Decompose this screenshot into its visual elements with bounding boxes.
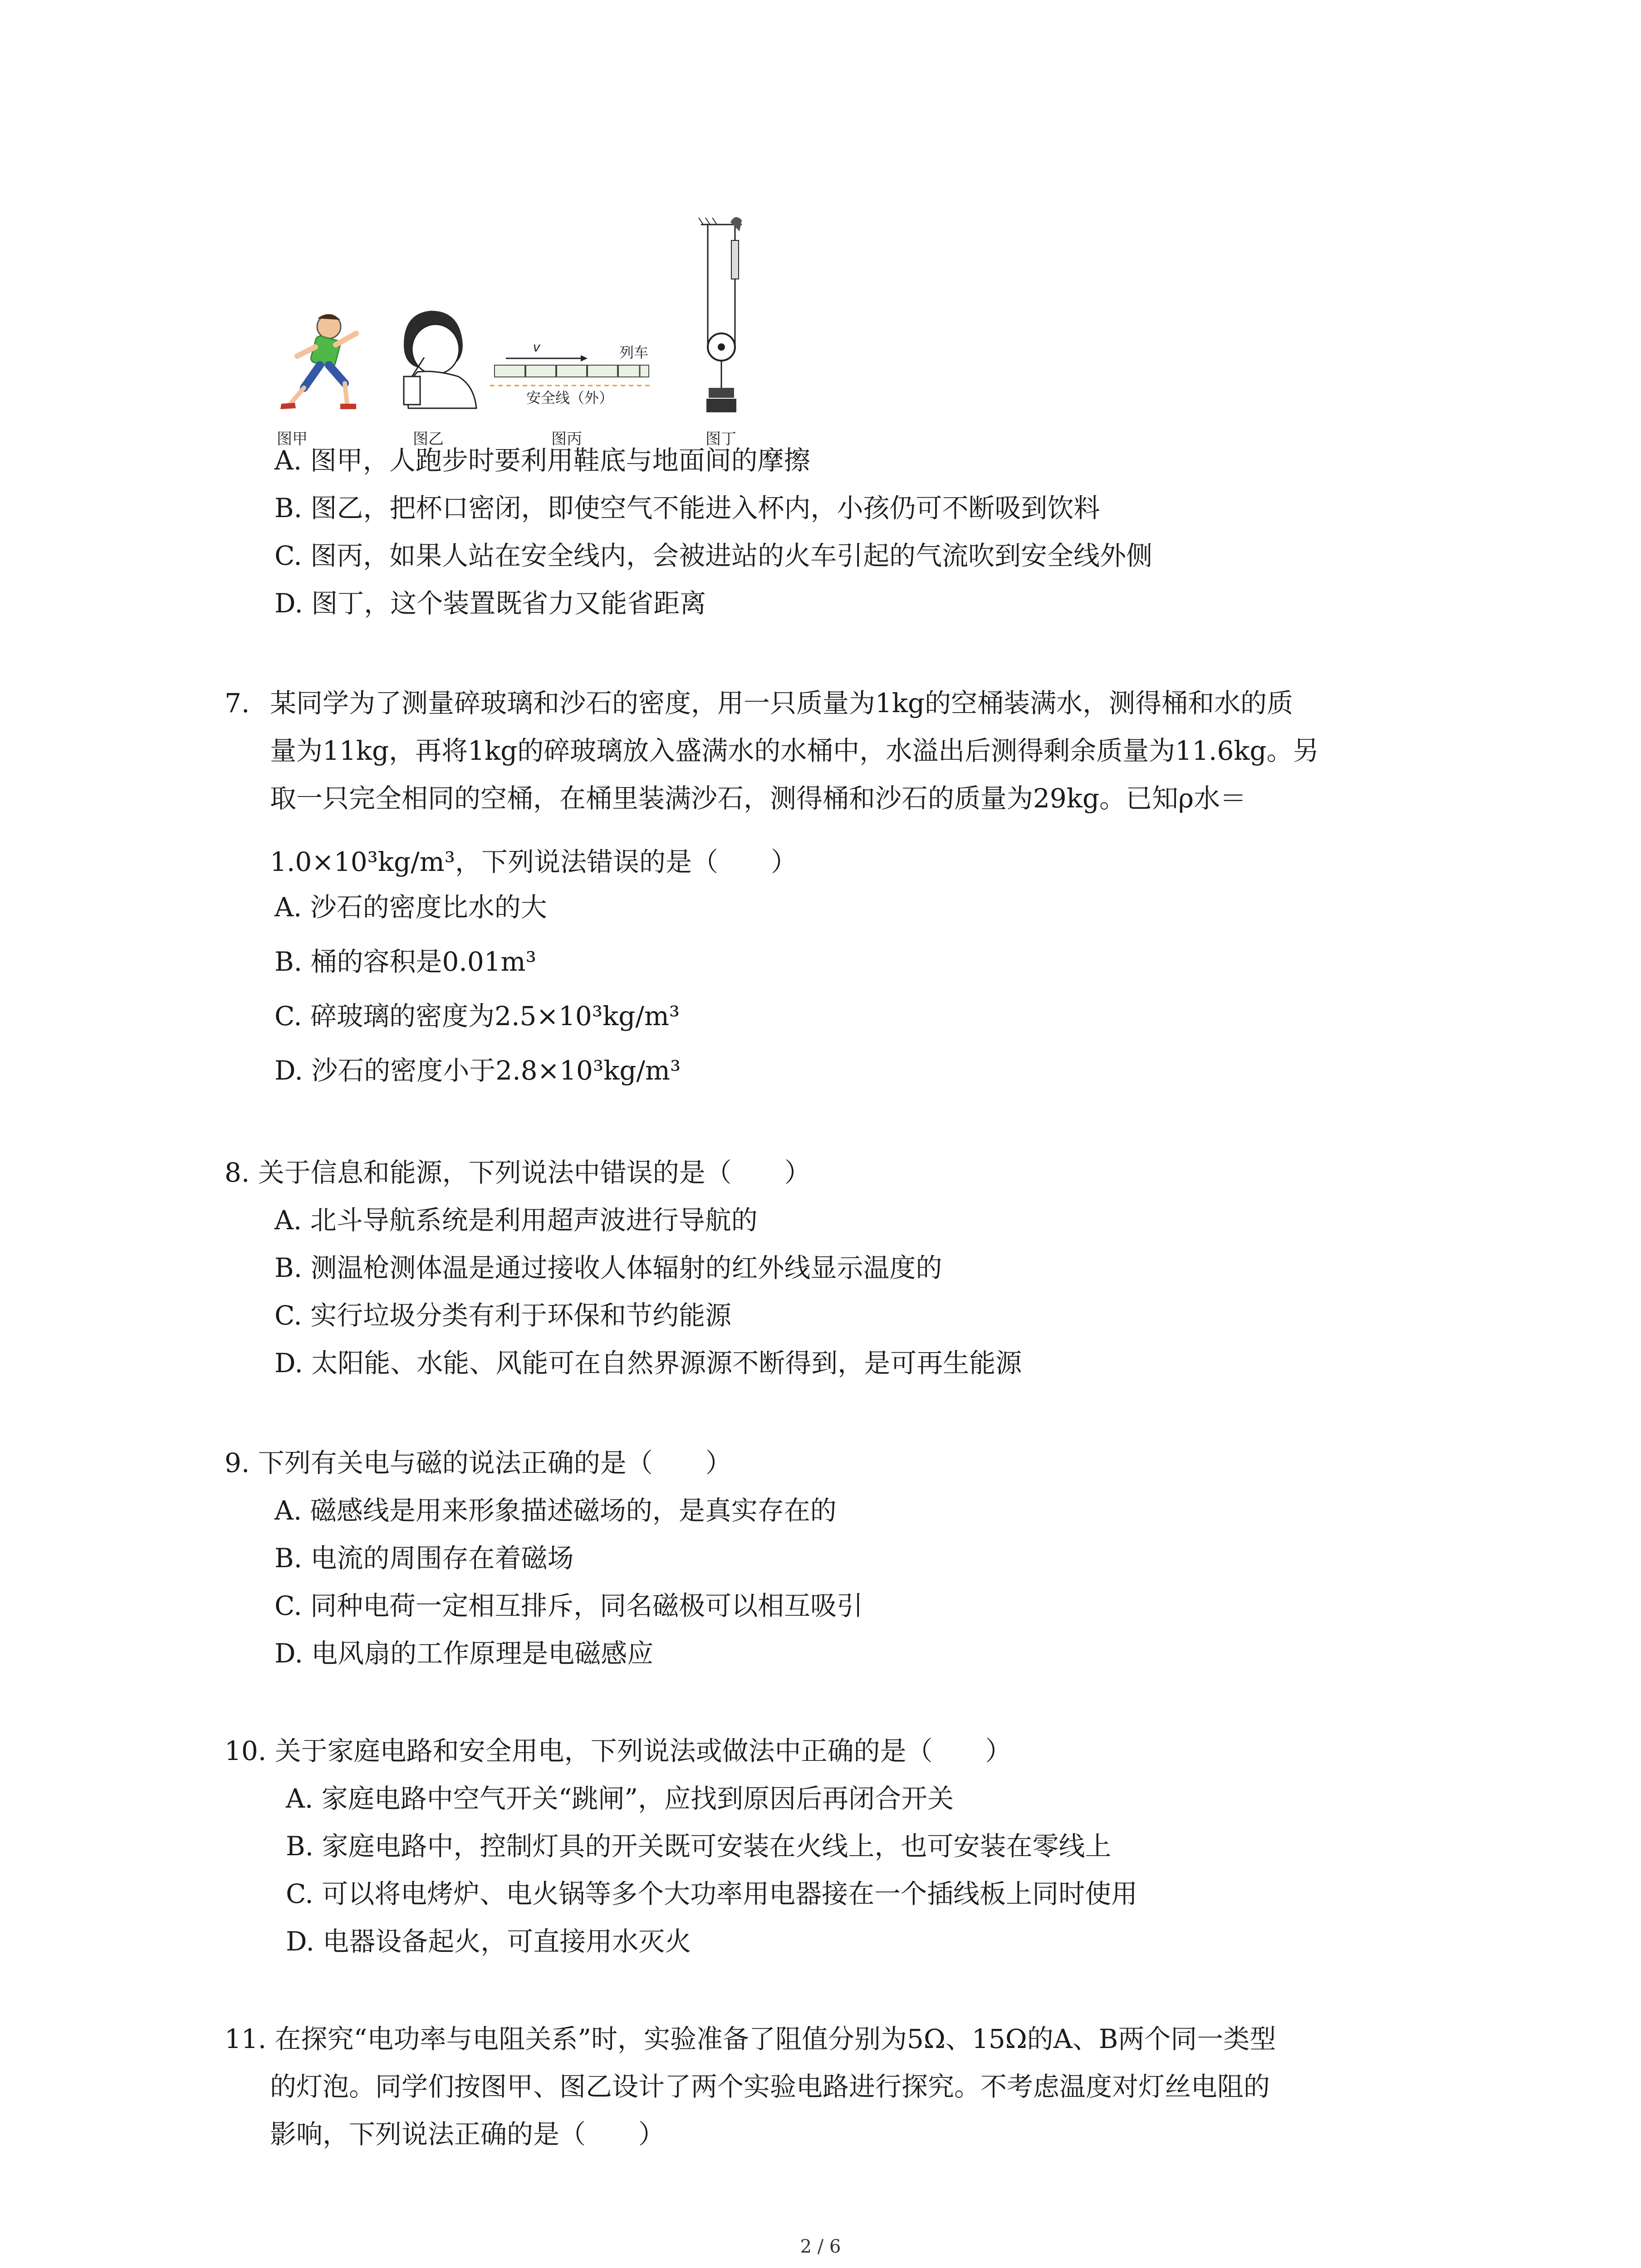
q8-option-d: D. 太阳能、水能、风能可在自然界源源不断得到，是可再生能源: [274, 1348, 1022, 1378]
q7-number: 7.: [225, 688, 250, 719]
q8-option-a: A. 北斗导航系统是利用超声波进行导航的: [274, 1205, 758, 1236]
q9-option-b: B. 电流的周围存在着磁场: [274, 1543, 574, 1574]
train-label: 列车: [619, 344, 649, 361]
q10-option-b: B. 家庭电路中，控制灯具的开关既可安装在火线上，也可安装在零线上: [286, 1831, 1112, 1862]
runner-figure: [280, 314, 356, 409]
q9-option-c: C. 同种电荷一定相互排斥，同名磁极可以相互吸引: [274, 1590, 863, 1621]
train-figure: [490, 340, 653, 406]
q7-option-a: A. 沙石的密度比水的大: [274, 892, 547, 923]
figure-row: [268, 213, 803, 449]
q9-option-a: A. 磁感线是用来形象描述磁场的，是真实存在的: [274, 1495, 837, 1526]
page-number: 2 / 6: [800, 2236, 841, 2257]
figure-illustrations: [268, 213, 803, 449]
q11-stem-line3: 影响，下列说法正确的是（ ）: [270, 2119, 665, 2150]
q7-option-b: B. 桶的容积是0.01m³: [274, 946, 536, 977]
q11-stem-line2: 的灯泡。同学们按图甲、图乙设计了两个实验电路进行探究。不考虑温度对灯丝电阻的: [270, 2071, 1270, 2102]
q8-option-b: B. 测温枪测体温是通过接收人体辐射的红外线显示温度的: [274, 1252, 942, 1283]
figure-label-a: 图甲: [277, 430, 308, 448]
q6-option-b: B. 图乙，把杯口密闭，即使空气不能进入杯内，小孩仍可不断吸到饮料: [274, 493, 1100, 523]
q9-option-d: D. 电风扇的工作原理是电磁感应: [274, 1638, 654, 1669]
figure-label-b: 图乙: [413, 430, 444, 448]
pulley-figure: [699, 217, 742, 412]
q8-stem: 8. 关于信息和能源，下列说法中错误的是（ ）: [225, 1157, 811, 1188]
q8-option-c: C. 实行垃圾分类有利于环保和节约能源: [274, 1300, 732, 1331]
q7-stem-line1: 某同学为了测量碎玻璃和沙石的密度，用一只质量为1kg的空桶装满水，测得桶和水的质: [270, 688, 1293, 719]
q7-stem-line3: 取一只完全相同的空桶，在桶里装满沙石，测得桶和沙石的质量为29kg。已知ρ水＝: [270, 783, 1247, 814]
boy-drinking-figure: [404, 311, 476, 408]
figure-label-c: 图丙: [551, 430, 582, 448]
q6-option-c: C. 图丙，如果人站在安全线内，会被进站的火车引起的气流吹到安全线外侧: [274, 540, 1153, 571]
q11-stem-line1: 11. 在探究“电功率与电阻关系”时，实验准备了阻值分别为5Ω、15Ω的A、B两个同一类型: [225, 2024, 1276, 2054]
q10-option-c: C. 可以将电烤炉、电火锅等多个大功率用电器接在一个插线板上同时使用: [286, 1878, 1138, 1909]
velocity-symbol: v: [533, 340, 540, 355]
safety-line-label: 安全线（外）: [526, 389, 614, 406]
q7-option-c: C. 碎玻璃的密度为2.5×10³kg/m³: [274, 1001, 680, 1031]
q6-option-a: A. 图甲，人跑步时要利用鞋底与地面间的摩擦: [274, 445, 810, 476]
q7-stem-line2: 量为11kg，再将1kg的碎玻璃放入盛满水的水桶中，水溢出后测得剩余质量为11.6kg。另: [270, 735, 1319, 766]
q10-stem: 10. 关于家庭电路和安全用电，下列说法或做法中正确的是（ ）: [225, 1735, 1012, 1766]
q7-option-d: D. 沙石的密度小于2.8×10³kg/m³: [274, 1055, 681, 1086]
figure-label-d: 图丁: [705, 430, 736, 448]
q10-option-d: D. 电器设备起火，可直接用水灭火: [286, 1926, 691, 1957]
q6-option-d: D. 图丁，这个装置既省力又能省距离: [274, 588, 706, 619]
q10-option-a: A. 家庭电路中空气开关“跳闸”，应找到原因后再闭合开关: [286, 1783, 954, 1814]
q9-stem: 9. 下列有关电与磁的说法正确的是（ ）: [225, 1447, 732, 1478]
q7-stem-line4: 1.0×10³kg/m³，下列说法错误的是（ ）: [270, 846, 797, 877]
